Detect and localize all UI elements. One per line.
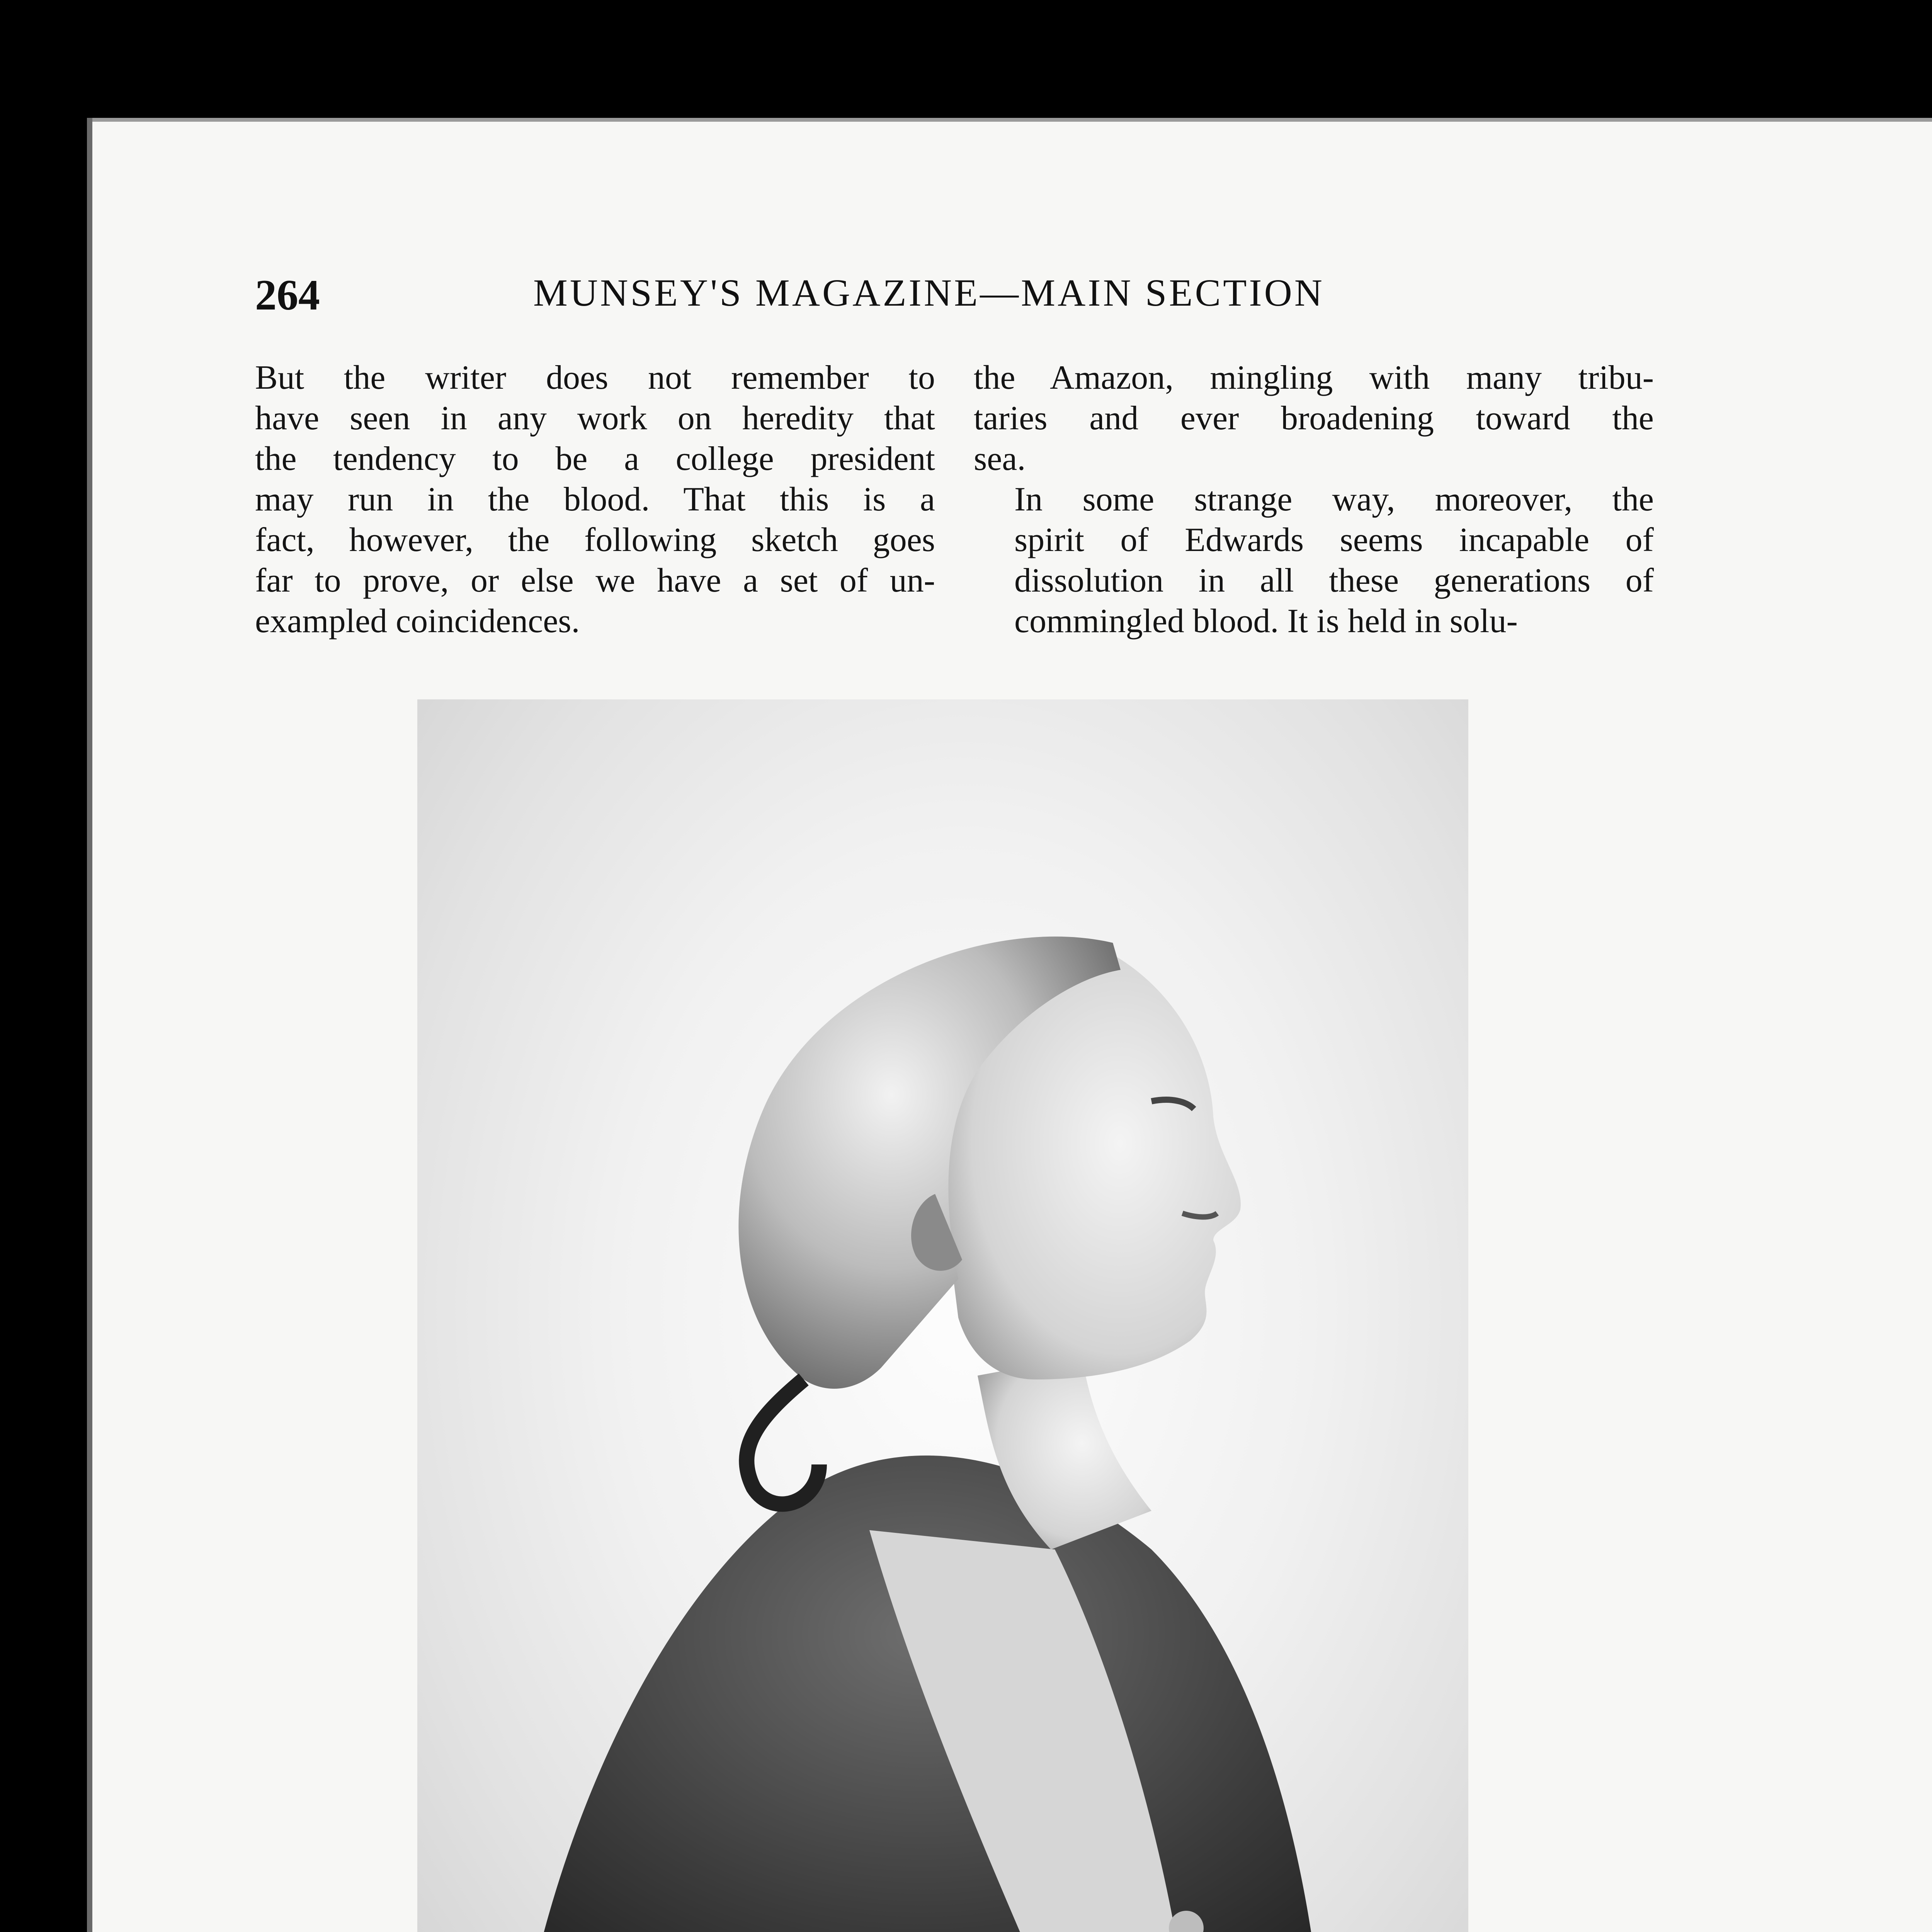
text-line: taries and ever broadening toward the <box>974 400 1654 437</box>
paragraph <box>974 479 1654 641</box>
running-head: MUNSEY'S MAGAZINE—MAIN SECTION <box>533 271 1325 314</box>
page-header <box>255 270 1762 325</box>
text-line: commingled blood. It is held in solu- <box>1014 602 1518 640</box>
text-line: the tendency to be a college president <box>255 440 935 478</box>
text-line: have seen in any work on heredity that <box>255 400 935 437</box>
paragraph <box>974 357 1654 479</box>
text-line: the Amazon, mingling with many tribu- <box>974 359 1654 396</box>
portrait-illustration <box>417 699 1468 1932</box>
paragraph <box>255 357 935 641</box>
page-number: 264 <box>255 271 320 319</box>
text-line: But the writer does not remember to <box>255 359 935 396</box>
text-line: spirit of Edwards seems incapable of <box>1014 521 1654 559</box>
column-top-left <box>255 357 935 641</box>
text-line: fact, however, the following sketch goes <box>255 521 935 559</box>
text-line: far to prove, or else we have a set of un- <box>255 562 935 599</box>
coat <box>518 1456 1325 1932</box>
column-top-right <box>974 357 1654 641</box>
portrait-drawing <box>417 699 1468 1932</box>
text-line: exampled coincidences. <box>255 602 580 640</box>
text-line: sea. <box>974 440 1026 478</box>
text-line: may run in the blood. That this is a <box>255 481 935 518</box>
queue-ribbon <box>747 1379 819 1504</box>
text-line: dissolution in all these generations of <box>1014 562 1654 599</box>
text-line: In some strange way, moreover, the <box>1014 481 1654 518</box>
